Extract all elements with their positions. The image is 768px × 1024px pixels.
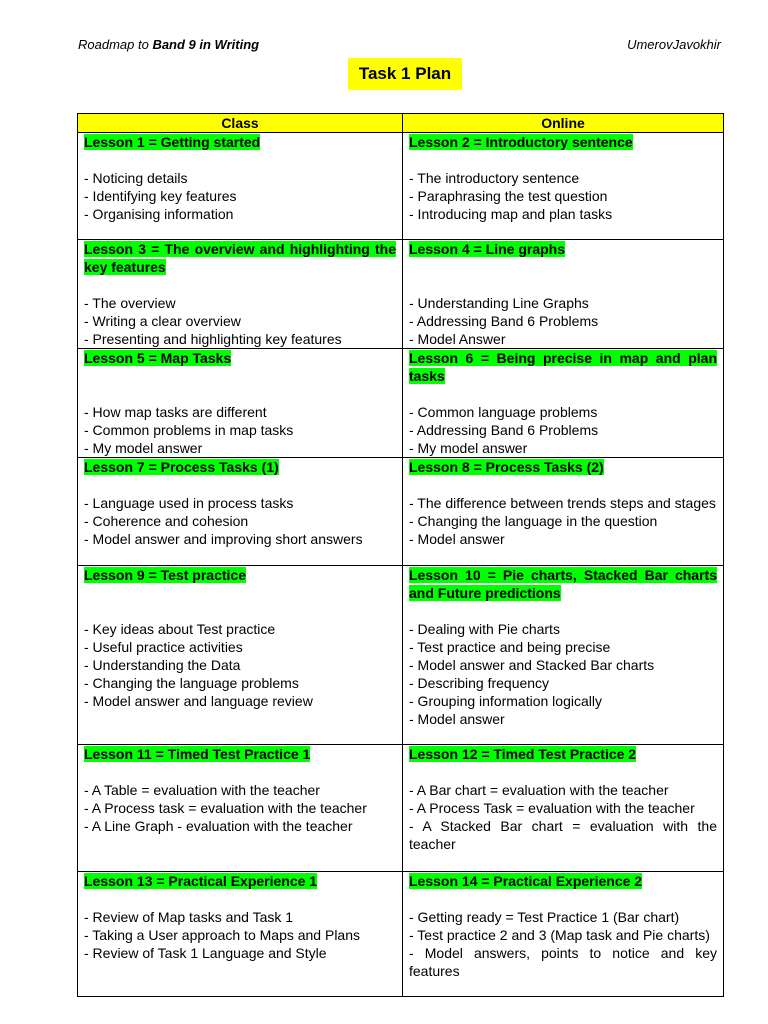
lesson-title: Lesson 13 = Practical Experience 1 <box>84 873 318 889</box>
lesson-item: - A Line Graph - evaluation with the teacher <box>84 818 353 834</box>
lesson-title: Lesson 1 = Getting started <box>84 134 261 150</box>
lesson-item: - Paraphrasing the test question <box>409 188 608 204</box>
lesson-title: Lesson 8 = Process Tasks (2) <box>409 459 604 475</box>
lesson-title: Lesson 11 = Timed Test Practice 1 <box>84 746 311 762</box>
lesson-title: Lesson 6 = Being precise in map and plan tasks <box>409 350 717 384</box>
lesson-item: - Useful practice activities <box>84 639 243 655</box>
lesson-item: - Coherence and cohesion <box>84 513 249 529</box>
lesson-cell <box>78 349 403 458</box>
lesson-item: - Test practice and being precise <box>409 639 611 655</box>
lesson-title: Lesson 3 = The overview and highlighting the key features <box>84 241 396 275</box>
lesson-title: Lesson 9 = Test practice <box>84 567 246 583</box>
lesson-item: - Language used in process tasks <box>84 495 294 511</box>
lesson-item: - Addressing Band 6 Problems <box>409 422 599 438</box>
table-header-row <box>78 114 724 133</box>
lesson-cell <box>78 745 403 872</box>
lesson-item: - Getting ready = Test Practice 1 (Bar chart) <box>409 909 680 925</box>
lesson-item: - Common language problems <box>409 404 598 420</box>
page-title: Task 1 Plan <box>348 58 462 90</box>
lesson-item: - Organising information <box>84 206 234 222</box>
lesson-item: - Model Answer <box>409 331 506 347</box>
lesson-item: - Introducing map and plan tasks <box>409 206 613 222</box>
lesson-item: - Review of Map tasks and Task 1 <box>84 909 294 925</box>
lesson-item: - Grouping information logically <box>409 693 602 709</box>
lesson-item: - Writing a clear overview <box>84 313 241 329</box>
lesson-cell <box>78 566 403 745</box>
lesson-item: - Review of Task 1 Language and Style <box>84 945 327 961</box>
table-row <box>78 458 724 566</box>
lesson-cell <box>403 458 724 566</box>
lesson-item: - Presenting and highlighting key features <box>84 331 342 347</box>
lesson-item: - Model answer and language review <box>84 693 313 709</box>
lesson-item: - Model answer and improving short answers <box>84 531 363 547</box>
lesson-item: - Describing frequency <box>409 675 550 691</box>
lesson-item: - A Table = evaluation with the teacher <box>84 782 320 798</box>
column-header-online: Online <box>403 114 724 133</box>
header-left-bold: Band 9 in Writing <box>152 37 260 52</box>
lesson-item: - Test practice 2 and 3 (Map task and Pie charts) <box>409 927 710 943</box>
lesson-item: - The introductory sentence <box>409 170 580 186</box>
lesson-title: Lesson 5 = Map Tasks <box>84 350 232 366</box>
lesson-cell <box>403 566 724 745</box>
lesson-cell <box>403 872 724 997</box>
table-row <box>78 566 724 745</box>
lesson-item: - Common problems in map tasks <box>84 422 294 438</box>
table-row <box>78 745 724 872</box>
lesson-title: Lesson 14 = Practical Experience 2 <box>409 873 643 889</box>
lesson-title: Lesson 10 = Pie charts, Stacked Bar charts and Future predictions <box>409 567 717 601</box>
table-row <box>78 872 724 997</box>
lesson-item: - How map tasks are different <box>84 404 267 420</box>
lesson-cell <box>403 133 724 240</box>
lesson-cell <box>78 133 403 240</box>
lesson-cell <box>403 745 724 872</box>
lesson-item: - Changing the language in the question <box>409 513 658 529</box>
table-row <box>78 240 724 349</box>
lesson-item: - Understanding Line Graphs <box>409 295 589 311</box>
lesson-item: - Model answer <box>409 711 505 727</box>
lesson-cell <box>78 872 403 997</box>
table-row <box>78 349 724 458</box>
header-left-prefix: Roadmap to <box>78 37 153 52</box>
lesson-item: - A Bar chart = evaluation with the teacher <box>409 782 669 798</box>
lesson-item: - Noticing details <box>84 170 188 186</box>
lesson-item: - A Process Task = evaluation with the teacher <box>409 800 695 816</box>
lesson-cell <box>78 458 403 566</box>
lesson-cell <box>403 349 724 458</box>
lesson-item: - Model answer and Stacked Bar charts <box>409 657 655 673</box>
lesson-item: - Key ideas about Test practice <box>84 621 276 637</box>
lesson-title: Lesson 4 = Line graphs <box>409 241 565 257</box>
lesson-item: - Taking a User approach to Maps and Plans <box>84 927 361 943</box>
header-author: UmerovJavokhir <box>627 37 721 52</box>
lesson-item: - Model answers, points to notice and key features <box>409 945 717 979</box>
lesson-item: - My model answer <box>84 440 203 456</box>
lesson-item: - A Stacked Bar chart = evaluation with the teacher <box>409 818 717 852</box>
lesson-item: - The difference between trends steps and stages <box>409 495 716 511</box>
lesson-plan-table <box>77 113 724 997</box>
lesson-item: - Understanding the Data <box>84 657 241 673</box>
lesson-item: - Addressing Band 6 Problems <box>409 313 599 329</box>
lesson-title: Lesson 7 = Process Tasks (1) <box>84 459 279 475</box>
lesson-cell <box>403 240 724 349</box>
lesson-item: - Identifying key features <box>84 188 237 204</box>
lesson-item: - A Process task = evaluation with the teacher <box>84 800 367 816</box>
lesson-item: - The overview <box>84 295 176 311</box>
lesson-title: Lesson 2 = Introductory sentence <box>409 134 633 150</box>
column-header-class: Class <box>78 114 403 133</box>
lesson-item: - My model answer <box>409 440 528 456</box>
header-left <box>78 37 259 52</box>
lesson-cell <box>78 240 403 349</box>
table-row <box>78 133 724 240</box>
lesson-item: - Changing the language problems <box>84 675 299 691</box>
lesson-item: - Dealing with Pie charts <box>409 621 560 637</box>
lesson-title: Lesson 12 = Timed Test Practice 2 <box>409 746 637 762</box>
lesson-item: - Model answer <box>409 531 505 547</box>
